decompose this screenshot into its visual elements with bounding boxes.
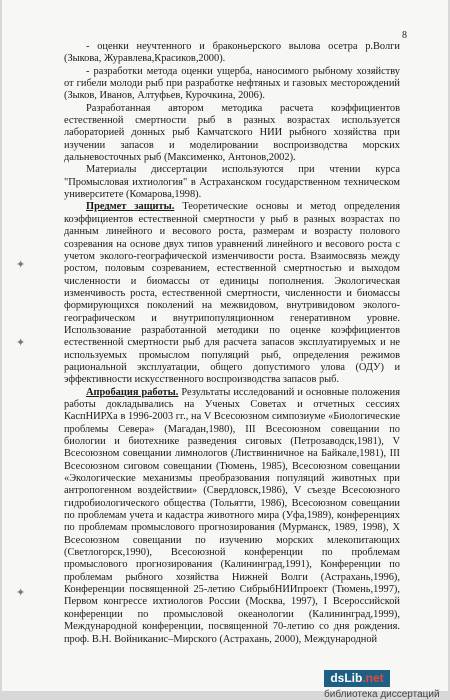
- paragraph: Материалы диссертации используются при чтении курса "Промысловая ихтиология" в Астраханском государственном техническом университете (Комарова,1998).: [64, 164, 400, 201]
- paragraph: [64, 387, 400, 646]
- paragraph-text: Результаты исследований и основные положения работы докладывались на Ученых Советах и отчетных сессиях КаспНИРХа в 1996-2003 гг., на V Всесоюзном симпозиуме «Биологические проблемы Севера» (Магадан,1980), III Всесоюзном совещании по биологии и биотехнике разведения сиговых (Петрозаводск,1981), V Всесоюзном совещании лимнологов (Листвинничное на Байкале,1981), III Всесоюзном сиговом совещании (Тюмень, 1985), Всесоюзном совещании «Экологические механизмы преобразования популяций животных при антропогенном воздействии» (Свердловск,1986), V съезде Всесоюзного гидробиологического общества (Тольятти, 1986), Всесоюзном совещании по проблемам учета и кадастра животного мира (Уфа,1989), конференциях по проблемам промыслового прогнозирования (Мурманск, 1989, 1998), X Всесоюзном совещании по изучению морских млекопитающих (Светлогорск,1990), Всесоюзной конференции по проблемам промыслового прогнозирования (Калининград,1991), Конференции по проблемам рыбного хозяйства Нижней Волги (Астрахань,1996), Конференции посвященной 25-летию СибрыбНИИпроект (Тюмень,1997), Первом конгрессе ихтиологов России (Москва, 1997), I Всероссийской конференции по промысловой океанологии (Калининград,1999), Международной конференции, посвященной 70-летию со дня рождения. проф. В.Н. Войниканис–Мирского (Астрахань, 2000), Международной: [64, 386, 401, 645]
- margin-mark-icon: ✦: [16, 336, 26, 349]
- margin-mark-icon: ✦: [16, 258, 26, 271]
- paragraph: Разработанная автором методика расчета коэффициентов естественной смертности рыб в разных возрастах используется лабораторией донных рыб Камчатского НИИ рыбного хозяйства при изучении запасов и моделировании воспроизводства морских дальневосточных рыб (Максименко, Антонов,2002).: [64, 102, 400, 164]
- paragraph: - разработки метода оценки ущерба, наносимого рыбному хозяйству от гибели молоди рыб при разработке нефтяных и газовых месторождений (Зыков, Иванов, Алтуфьев, Курочкина, 2006).: [64, 65, 400, 102]
- watermark-logo: dsLib.net: [324, 670, 390, 687]
- document-page: [2, 0, 448, 700]
- body-text: [64, 41, 400, 646]
- section-heading: Апробация работы.: [86, 386, 179, 398]
- page-number: 8: [402, 30, 407, 41]
- paragraph-text: Теоретические основы и метод определения коэффициентов естественной смертности у рыб в разных возрастах по данным линейного и весового роста, размерам и возрасту полового созревания на основе двух типов уравнений линейного и весового роста с учетом эколого-географической изменчивости роста. Взаимосвязь между ростом, половым созреванием, естественной смертностью и выходом численности и биомассы от единицы пополнения. Экологическая изменчивость роста, естественной смертности, численности и биомассы формирующихся поколений на межвидовом, внутривидовом эколого-географическом и внутрипопуляционном генеративном уровне. Использование разработанной методики по оценке коэффициентов естественной смертности рыб для расчета запасов эксплуатируемых и не используемых промыслом популяций рыб, определения режимов рациональной эксплуатации, общего допустимого улова (ОДУ) и эффективности искусственного воспроизводства запасов рыб.: [64, 201, 400, 386]
- margin-mark-icon: ✦: [16, 586, 26, 599]
- paragraph: [64, 201, 400, 386]
- section-heading: Предмет защиты.: [86, 201, 175, 213]
- paragraph: - оценки неучтенного и браконьерского вылова осетра р.Волги (Зыкова, Журавлева,Красиков,2000).: [64, 41, 400, 65]
- watermark-caption: библиотека диссертаций: [324, 689, 440, 700]
- site-watermark: [324, 670, 440, 700]
